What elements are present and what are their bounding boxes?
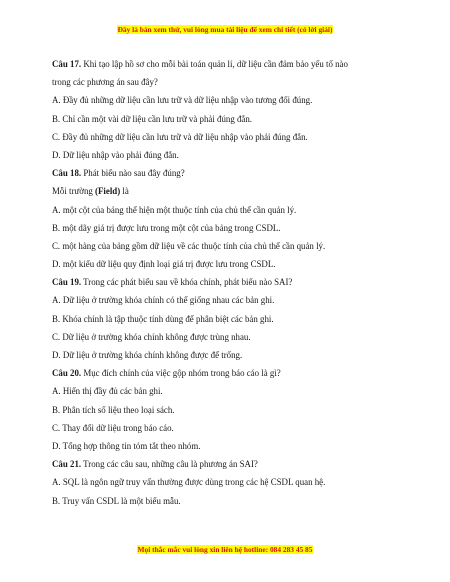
- hotline-text: Mọi thắc mắc vui lòng xin liên hệ hotline: 084 283 45 85: [137, 545, 313, 554]
- preview-notice-text: Đây là bản xem thử, vui lòng mua tài liệu để xem chi tiết (có lời giải): [117, 25, 333, 34]
- option-d: D. một kiểu dữ liệu quy định loại giá trị được lưu trong CSDL.: [52, 259, 276, 270]
- option-c: C. Đầy đủ những dữ liệu cần lưu trữ và dữ liệu nhập vào phải đúng đắn.: [52, 131, 308, 142]
- question-20-stem: [52, 364, 402, 382]
- question-19-stem: [52, 273, 402, 291]
- field-term: (Field): [95, 186, 121, 197]
- option-b: B. một dãy giá trị được lưu trong một cột của bảng trong CSDL.: [52, 222, 281, 233]
- question-label: Câu 21.: [52, 459, 82, 470]
- option-c: C. một hàng của bảng gồm dữ liệu về các thuộc tính của chủ thể cần quản lý.: [52, 240, 326, 251]
- question-17-stem: [52, 55, 402, 73]
- question-21-stem: [52, 455, 402, 473]
- option-a: A. một cột của bảng thể hiện một thuộc tính của chủ thể cần quản lý.: [52, 204, 297, 215]
- question-text: Khi tạo lập hồ sơ cho mỗi bài toán quản lí, dữ liệu cần đảm bảo yếu tố nào: [83, 59, 348, 69]
- option-c: C. Dữ liệu ở trường khóa chính không được trùng nhau.: [52, 331, 251, 342]
- question-text: Trong các phát biểu sau về khóa chính, phát biểu nào SAI?: [83, 277, 293, 288]
- question-text: Mục đích chính của việc gộp nhóm trong báo cáo là gì?: [83, 368, 281, 379]
- question-label: Câu 18.: [52, 168, 82, 179]
- question-text: Phát biểu nào sau đây đúng?: [83, 168, 185, 179]
- option-d: D. Dữ liệu ở trường khóa chính không được để trống.: [52, 350, 243, 360]
- question-18-sub: [52, 182, 402, 200]
- question-17-stem-cont: trong các phương án sau đây?: [52, 77, 158, 88]
- question-content: [52, 55, 402, 510]
- option-a: A. Dữ liệu ở trường khóa chính có thể giống nhau các bản ghi.: [52, 295, 275, 306]
- question-label: Câu 17.: [52, 59, 82, 69]
- option-b: B. Truy vấn CSDL là một biểu mẫu.: [52, 495, 181, 506]
- question-text: Trong các câu sau, những câu là phương án SAI?: [83, 459, 258, 470]
- question-label: Câu 19.: [52, 277, 82, 288]
- question-18-stem: [52, 164, 402, 182]
- option-c: C. Thay đổi dữ liệu trong báo cáo.: [52, 422, 174, 433]
- option-b: B. Khóa chính là tập thuộc tính dùng để phân biệt các bản ghi.: [52, 313, 274, 324]
- question-label: Câu 20.: [52, 368, 82, 379]
- option-b: B. Chỉ cần một vài dữ liệu cần lưu trữ và phải đúng đắn.: [52, 113, 253, 124]
- sub-prefix: Mỗi trường: [52, 186, 93, 197]
- option-d: D. Tổng hợp thông tin tóm tắt theo nhóm.: [52, 440, 201, 451]
- option-d: D. Dữ liệu nhập vào phải đúng đắn.: [52, 149, 179, 160]
- hotline-banner: [0, 545, 450, 555]
- option-a: A. SQL là ngôn ngữ truy vấn thường được dùng trong các hệ CSDL quan hệ.: [52, 477, 326, 488]
- sub-suffix: là: [122, 186, 129, 197]
- option-a: A. Hiển thị đầy đủ các bản ghi.: [52, 386, 163, 397]
- option-b: B. Phân tích số liệu theo loại sách.: [52, 404, 175, 415]
- option-a: A. Đầy đủ những dữ liệu cần lưu trữ và dữ liệu nhập vào tương đối đúng.: [52, 95, 313, 106]
- preview-notice-banner: [0, 25, 450, 35]
